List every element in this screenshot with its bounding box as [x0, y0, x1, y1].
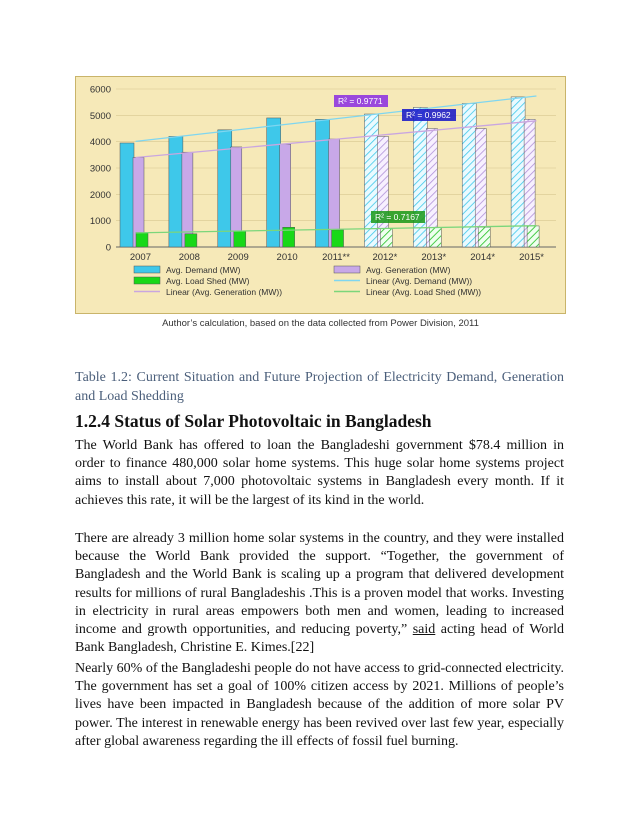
bar-avg-load-shed-mw: [380, 229, 392, 247]
x-tick-label: 2011**: [322, 252, 350, 263]
bar-avg-load-shed-mw: [429, 227, 441, 247]
paragraph-text: acting head of World Bank Bangladesh, Christine E. Kimes.[22]: [75, 622, 564, 656]
y-tick-label: 4000: [89, 137, 111, 149]
legend-swatch: [134, 277, 160, 284]
chart-source-caption: Author’s calculation, based on the data collected from Power Division, 2011: [162, 318, 479, 329]
r-squared-label: R² = 0.9771: [338, 96, 383, 106]
bar-avg-load-shed-mw: [527, 226, 539, 247]
bar-avg-demand-mw: [316, 119, 330, 247]
x-tick-label: 2007: [129, 252, 152, 263]
x-tick-label: 2014*: [470, 252, 496, 263]
bar-avg-load-shed-mw: [185, 234, 197, 247]
x-tick-label: 2009: [227, 252, 249, 263]
bar-avg-demand-mw: [364, 114, 378, 247]
legend-swatch: [334, 266, 360, 273]
legend-label: Linear (Avg. Generation (MW)): [166, 287, 283, 297]
bar-avg-load-shed-mw: [478, 227, 490, 247]
bar-avg-demand-mw: [413, 107, 427, 247]
bar-avg-demand-mw: [511, 97, 525, 247]
y-tick-label: 6000: [89, 84, 111, 96]
x-tick-label: 2010: [276, 252, 298, 263]
x-tick-label: 2015*: [519, 252, 544, 263]
table-caption: Table 1.2: Current Situation and Future Projection of Electricity Demand, Generation and Load Shedding: [75, 370, 564, 404]
legend-swatch: [134, 266, 160, 273]
y-tick-label: 2000: [89, 189, 111, 201]
legend-label: Avg. Load Shed (MW): [166, 276, 250, 286]
y-tick-label: 1000: [89, 216, 111, 228]
x-tick-label: 2013*: [421, 252, 447, 263]
bar-avg-load-shed-mw: [332, 230, 344, 247]
bar-avg-load-shed-mw: [136, 233, 148, 247]
legend-label: Linear (Avg. Load Shed (MW)): [366, 287, 482, 297]
paragraph-text: There are already 3 million home solar systems in the country, and they were installed because the World Bank provided the support. “Together, the government of Bangladesh and the World Bank is scaling up a program that delivered development results for millions of rural Bangladeshis .This is a proven model that works. Investing in electricity in rural areas empowers both men and women, leading to increased income and growth opportunities, and reducing poverty,”: [75, 531, 564, 638]
bar-avg-load-shed-mw: [234, 231, 246, 247]
bar-avg-generation-mw: [182, 152, 193, 247]
x-tick-label: 2008: [178, 252, 200, 263]
y-tick-label: 0: [105, 242, 111, 254]
paragraph-grid-access: Nearly 60% of the Bangladeshi people do not have access to grid-connected electricity. The government has set a goal of 100% citizen access by 2021. Millions of people’s lives have been impacted in Bangladesh because of the addition of more solar PV power. The interest in renewable energy has been revived over last few year, especially after global awareness regarding the ill effects of fossil fuel burning.: [75, 661, 564, 749]
legend-label: Avg. Demand (MW): [166, 265, 241, 275]
bar-avg-demand-mw: [462, 103, 476, 247]
chart-figure: [75, 76, 566, 336]
paragraph-world-bank-loan: The World Bank has offered to loan the Bangladeshi government $78.4 million in order to finance 480,000 solar home systems. This huge solar home systems project aims to install about 7,000 photovoltaic systems in Bangladesh every month. If it achieves this rate, it will be the largest of its kind in the world.: [75, 438, 564, 508]
chart-panel: [75, 76, 566, 314]
bar-avg-demand-mw: [120, 143, 134, 247]
y-tick-label: 5000: [89, 110, 111, 122]
paragraph-home-solar-systems: [75, 530, 564, 657]
y-tick-label: 3000: [89, 163, 111, 175]
r-squared-label: R² = 0.9962: [406, 110, 451, 120]
x-tick-label: 2012*: [372, 252, 398, 263]
said-word: said: [412, 622, 436, 638]
bar-chart: [76, 77, 567, 315]
legend-label: Linear (Avg. Demand (MW)): [366, 276, 473, 286]
bar-avg-demand-mw: [267, 118, 281, 247]
section-heading: 1.2.4 Status of Solar Photovoltaic in Bangladesh: [75, 411, 432, 431]
r-squared-label: R² = 0.7167: [375, 212, 420, 222]
bar-avg-demand-mw: [218, 130, 232, 247]
legend-label: Avg. Generation (MW): [366, 265, 451, 275]
